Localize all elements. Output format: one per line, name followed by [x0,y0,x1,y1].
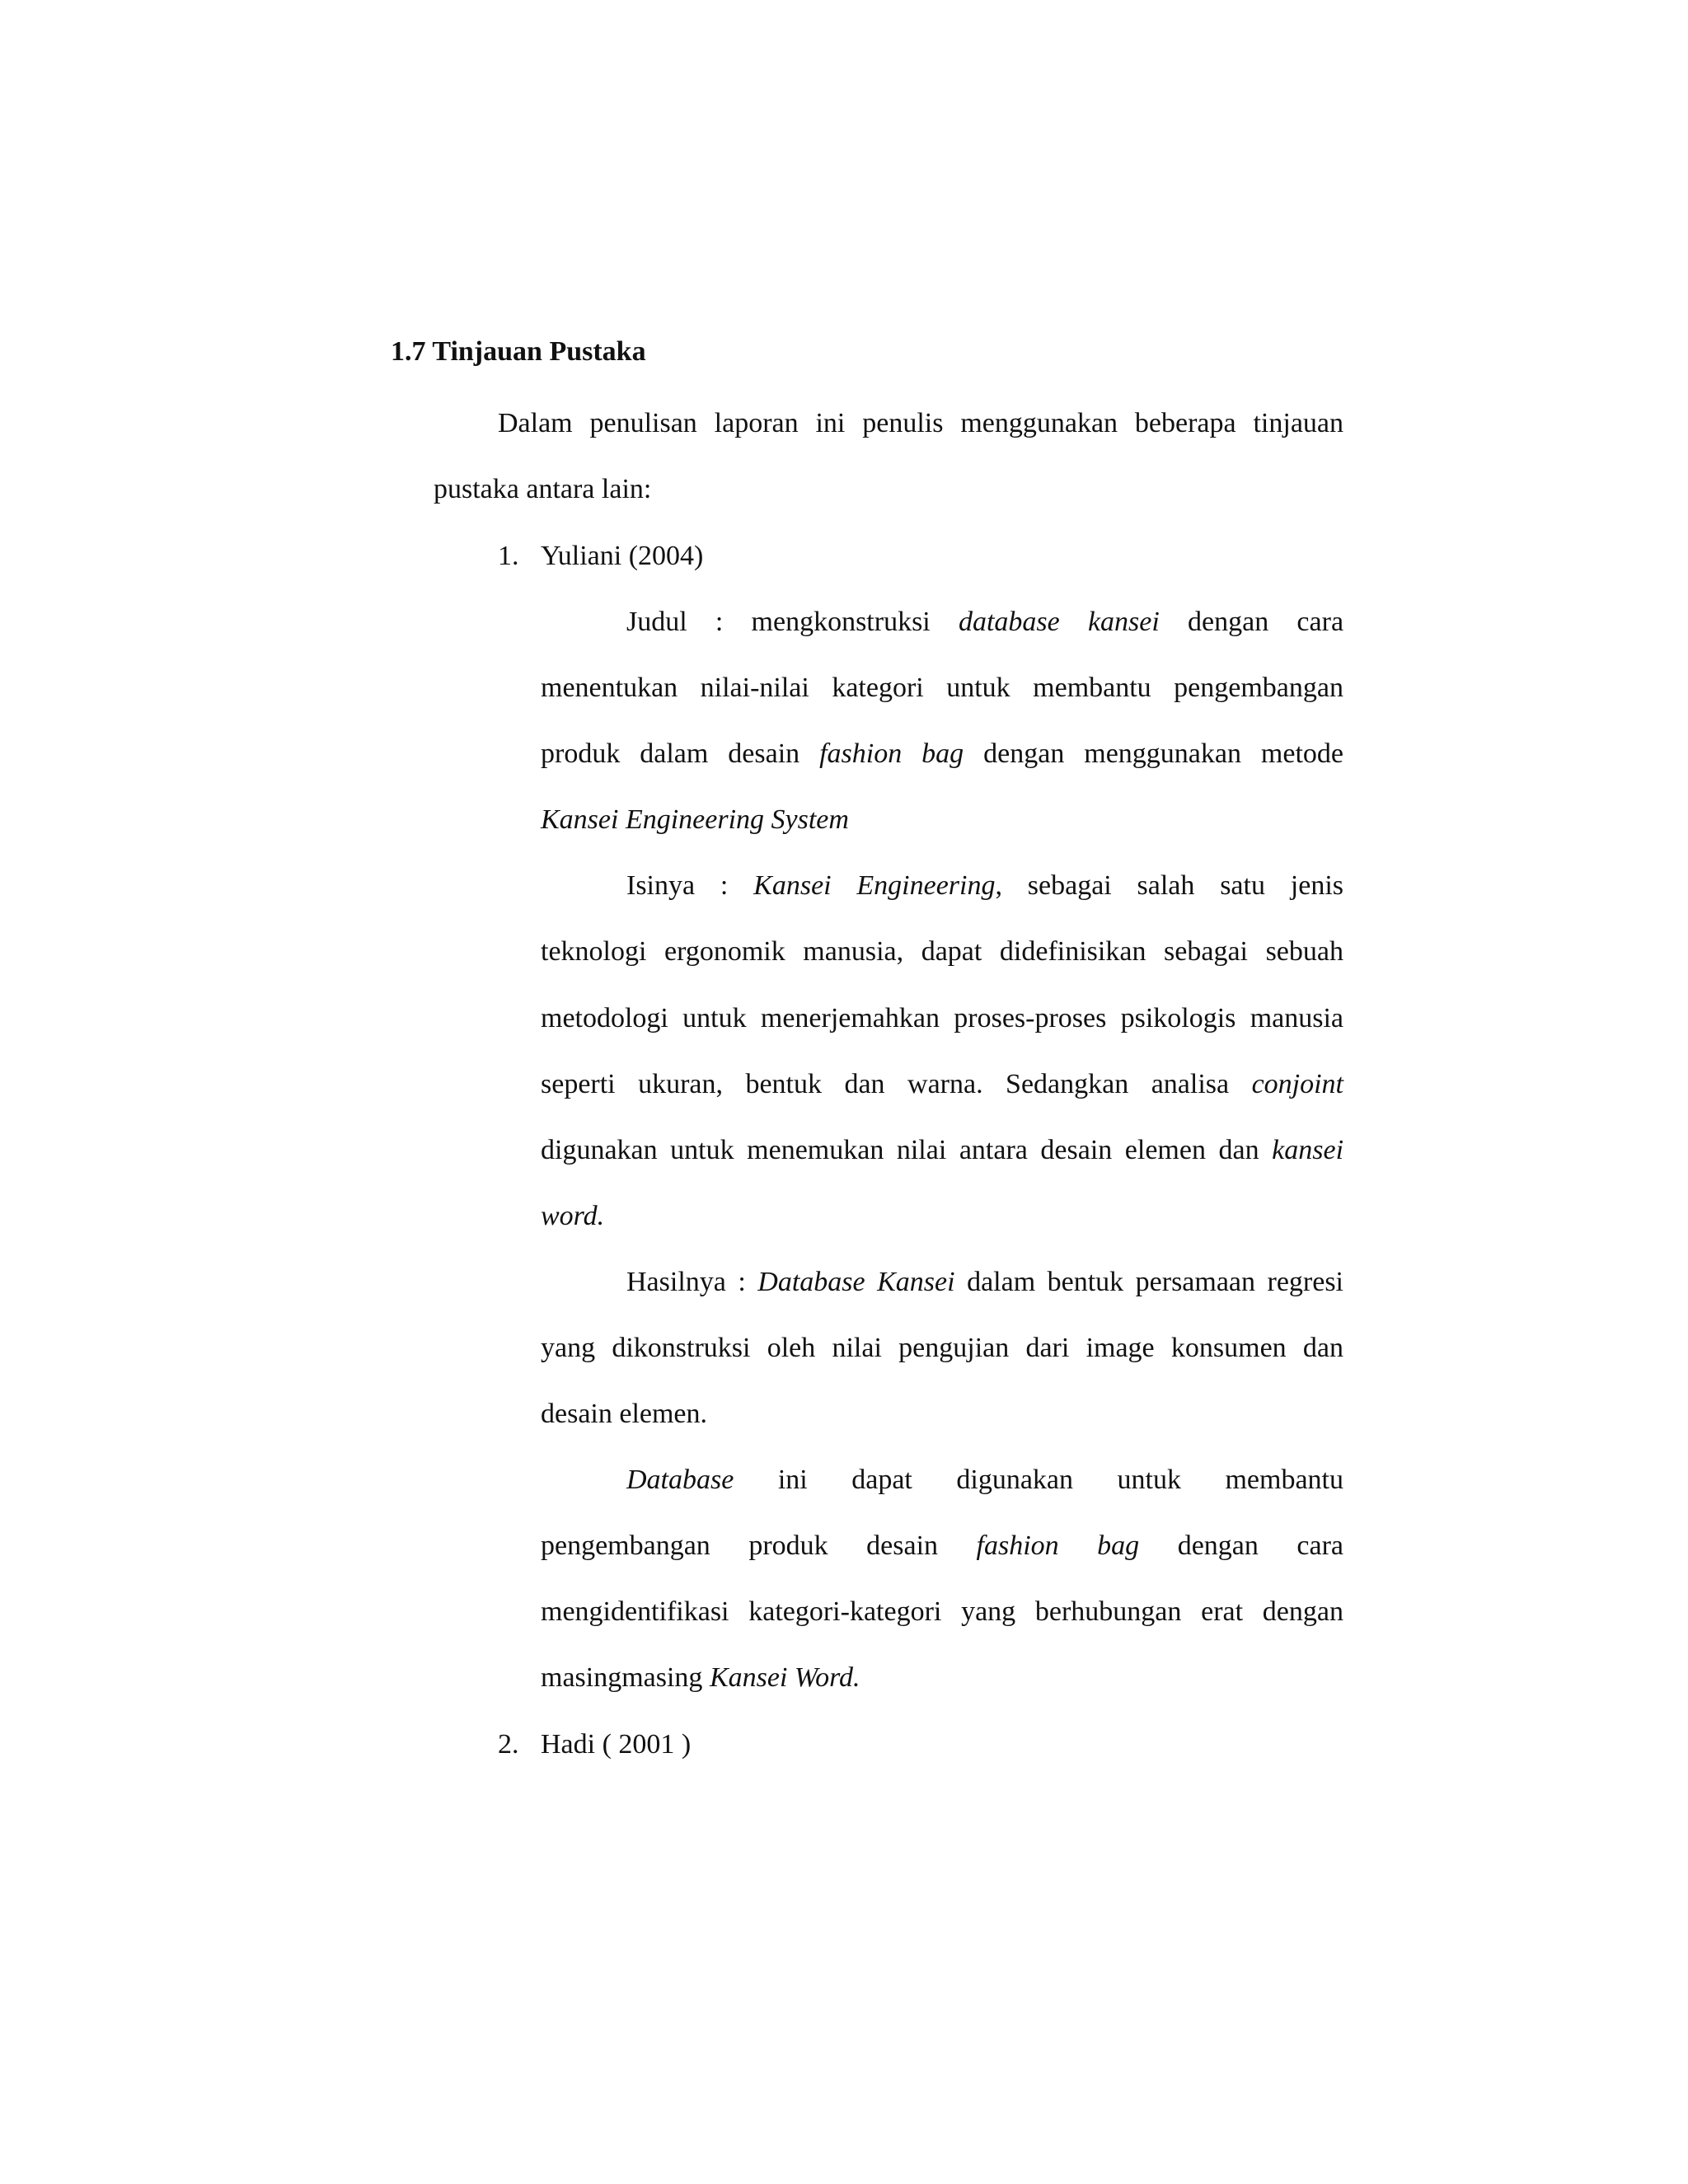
database-line-1: Database ini dapat digunakan untuk membantu [626,1465,1343,1495]
intro-line-2: pustaka antara lain: [434,474,652,504]
database-line-4: masingmasing Kansei Word. [541,1662,860,1693]
list-item-author: Hadi ( 2001 ) [541,1729,692,1760]
isi-line-1: Isinya : Kansei Engineering, sebagai salah satu jenis [626,870,1343,901]
hasil-line-2: yang dikonstruksi oleh nilai pengujian dari image konsumen dan [541,1333,1343,1363]
hasil-line-1: Hasilnya : Database Kansei dalam bentuk persamaan regresi [626,1267,1344,1297]
judul-line-3: produk dalam desain fashion bag dengan menggunakan metode [541,738,1344,769]
isi-line-3: metodologi untuk menerjemahkan proses-proses psikologis manusia [541,1003,1343,1033]
judul-line-4: Kansei Engineering System [541,804,849,835]
isi-line-2: teknologi ergonomik manusia, dapat didefinisikan sebagai sebuah [541,936,1343,967]
database-line-3: mengidentifikasi kategori-kategori yang berhubungan erat dengan [541,1596,1343,1627]
isi-line-4: seperti ukuran, bentuk dan warna. Sedangkan analisa conjoint [541,1069,1343,1099]
hasil-line-3: desain elemen. [541,1399,708,1429]
isi-line-5: digunakan untuk menemukan nilai antara desain elemen dan kansei [541,1135,1344,1165]
judul-line-1: Judul : mengkonstruksi database kansei dengan cara [626,607,1344,637]
list-item-number: 1. [498,541,519,571]
intro-line-1: Dalam penulisan laporan ini penulis menggunakan beberapa tinjauan [498,408,1343,438]
list-item-number: 2. [498,1729,519,1760]
isi-line-6: word. [541,1201,605,1231]
section-heading: 1.7 Tinjauan Pustaka [391,336,646,367]
judul-line-2: menentukan nilai-nilai kategori untuk membantu pengembangan [541,673,1343,703]
list-item-author: Yuliani (2004) [541,541,704,571]
database-line-2: pengembangan produk desain fashion bag dengan cara [541,1530,1343,1561]
